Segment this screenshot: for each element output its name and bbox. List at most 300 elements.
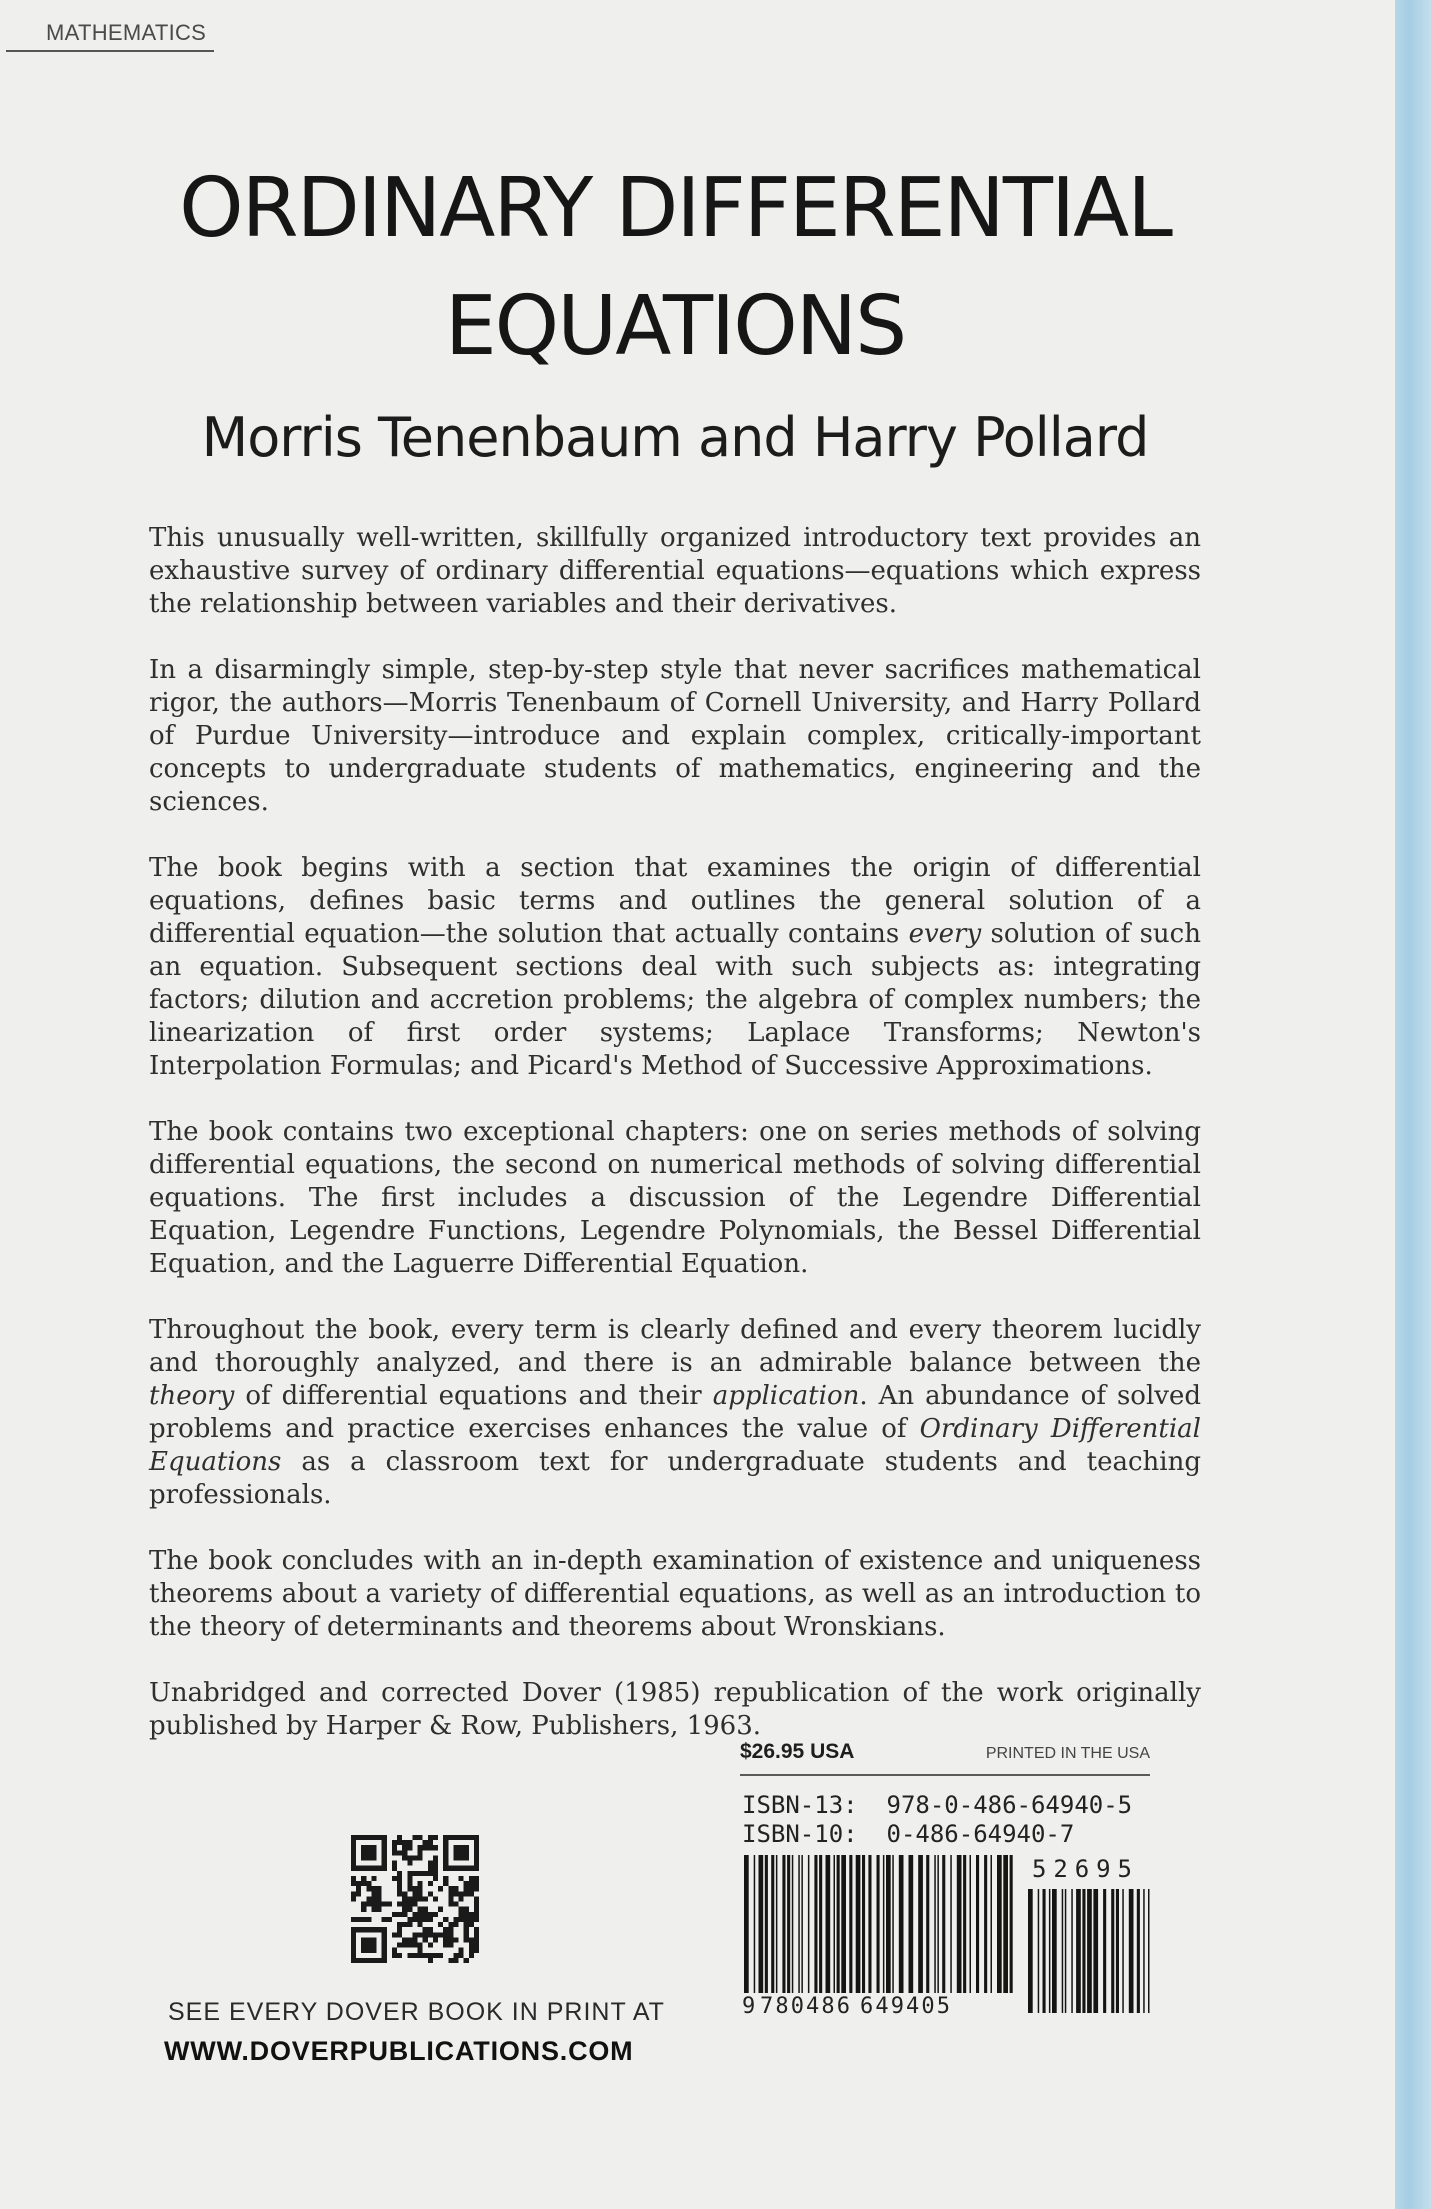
qr-module (433, 1861, 438, 1866)
barcode-bar (957, 1855, 962, 1993)
qr-module (361, 1917, 366, 1922)
barcode-bar (997, 1855, 1002, 1993)
qr-module (418, 1922, 423, 1927)
price-block (740, 1740, 1150, 1776)
qr-module (377, 1907, 382, 1912)
barcode-bar (934, 1855, 936, 1993)
price-rule (740, 1774, 1150, 1776)
qr-module (392, 1845, 397, 1850)
category-rule (6, 50, 214, 52)
barcode-bar (1028, 1889, 1033, 2013)
qr-module (412, 1871, 417, 1876)
barcode-bar (1148, 1889, 1150, 2013)
barcode-bar (926, 1855, 929, 1993)
barcode-bar (899, 1855, 904, 1993)
qr-module (464, 1958, 469, 1963)
qr-module (423, 1845, 428, 1850)
qr-module (418, 1871, 423, 1876)
qr-module (366, 1886, 371, 1891)
barcode-bar (1116, 1889, 1119, 2013)
qr-module (361, 1876, 366, 1881)
qr-module (448, 1886, 453, 1891)
qr-module (474, 1907, 479, 1912)
qr-module (469, 1948, 474, 1953)
qr-module (407, 1845, 412, 1850)
qr-module (387, 1917, 392, 1922)
qr-module (351, 1835, 387, 1840)
qr-module (407, 1917, 412, 1922)
qr-module (377, 1902, 382, 1907)
barcode-bar (1038, 1889, 1040, 2013)
qr-module (448, 1958, 453, 1963)
qr-module (438, 1953, 443, 1958)
qr-module (377, 1891, 382, 1896)
qr-module (412, 1937, 417, 1942)
qr-module (423, 1932, 428, 1937)
qr-module (448, 1932, 453, 1937)
qr-module (438, 1907, 443, 1912)
qr-module (418, 1886, 423, 1891)
qr-module (474, 1876, 479, 1881)
barcode-bar (776, 1855, 778, 1993)
barcode-bar (1062, 1889, 1064, 2013)
barcode-bar (837, 1855, 840, 1993)
qr-module (392, 1840, 397, 1845)
qr-module (474, 1927, 479, 1932)
qr-module (356, 1886, 361, 1891)
qr-module (412, 1917, 417, 1922)
barcode-bar (1082, 1889, 1085, 2013)
title-line-2: EQUATIONS (444, 279, 906, 374)
paragraph-5: Throughout the book, every term is clearly defined and every theorem lucidly and thoroughly analyzed, and there is an admirable balance between the theory of differential equations and their application. An abundance of solved problems and practice exercises enhances the value of Ordinary Differential Equations as a classroom text for undergraduate students and teaching professionals. (149, 1315, 1201, 1510)
qr-module (397, 1912, 402, 1917)
qr-module (423, 1917, 428, 1922)
qr-module (351, 1896, 356, 1901)
qr-module (392, 1953, 397, 1958)
category-label: MATHEMATICS (46, 20, 207, 45)
title-line-1: ORDINARY DIFFERENTIAL (179, 161, 1171, 256)
qr-module (423, 1953, 428, 1958)
qr-module (469, 1922, 474, 1927)
barcode-bar (877, 1855, 880, 1993)
paragraph-2: In a disarmingly simple, step-by-step style that never sacrifices mathematical rigor, the authors—Morris Tenenbaum of Cornell University, and Harry Pollard of Purdue University—introduce and explain complex, critically-important concepts to undergraduate students of mathematics, engineering and the sciences. (149, 655, 1201, 817)
qr-module (443, 1917, 448, 1922)
qr-module (371, 1902, 376, 1907)
qr-module (418, 1948, 423, 1953)
qr-module (371, 1876, 376, 1881)
barcode-bar (937, 1855, 939, 1993)
barcode (740, 1853, 1160, 2017)
qr-module (397, 1881, 402, 1886)
qr-module (428, 1891, 433, 1896)
qr-module (412, 1886, 417, 1891)
barcode-bar (1143, 1889, 1145, 2013)
price: $26.95 USA (740, 1740, 855, 1763)
qr-module (397, 1932, 402, 1937)
qr-module (356, 1881, 361, 1886)
qr-module (402, 1922, 407, 1927)
qr-module (412, 1932, 417, 1937)
isbn-10: ISBN-10: 0-486-64940-7 (742, 1820, 1075, 1848)
qr-module (361, 1907, 366, 1912)
qr-module (448, 1937, 453, 1942)
qr-module (428, 1881, 433, 1886)
qr-module (351, 1917, 356, 1922)
qr-module (443, 1943, 448, 1948)
barcode-bar (801, 1855, 803, 1993)
qr-code (351, 1835, 479, 1963)
qr-module (474, 1896, 479, 1901)
qr-module (397, 1922, 402, 1927)
qr-module (407, 1881, 412, 1886)
qr-module (402, 1891, 407, 1896)
barcode-bar (1137, 1889, 1140, 2013)
qr-module (469, 1881, 474, 1886)
barcode-bar (918, 1855, 923, 1993)
qr-module (474, 1948, 479, 1953)
qr-module (453, 1953, 458, 1958)
qr-module (459, 1953, 464, 1958)
qr-module (428, 1840, 433, 1845)
barcode-bar (892, 1855, 894, 1993)
barcode-bar (1103, 1889, 1106, 2013)
barcode-bar (792, 1855, 794, 1993)
qr-module (428, 1871, 433, 1876)
qr-module (382, 1917, 387, 1922)
qr-module (418, 1943, 423, 1948)
qr-module (443, 1927, 448, 1932)
qr-module (428, 1953, 433, 1958)
barcode-bar (841, 1855, 846, 1993)
qr-module (423, 1907, 428, 1912)
qr-module (469, 1917, 474, 1922)
qr-module (453, 1845, 468, 1860)
qr-module (453, 1886, 458, 1891)
qr-module (397, 1953, 402, 1958)
qr-module (397, 1840, 402, 1845)
qr-module (433, 1855, 438, 1860)
qr-module (423, 1912, 428, 1917)
qr-module (443, 1876, 448, 1881)
qr-module (428, 1912, 433, 1917)
qr-module (459, 1891, 464, 1896)
see-every-text: SEE EVERY DOVER BOOK IN PRINT AT (168, 1998, 665, 2026)
qr-module (366, 1917, 371, 1922)
qr-module (433, 1953, 438, 1958)
qr-module (412, 1891, 417, 1896)
qr-module (418, 1907, 423, 1912)
qr-module (448, 1943, 453, 1948)
qr-module (402, 1937, 407, 1942)
qr-module (418, 1845, 423, 1850)
qr-module (397, 1876, 402, 1881)
barcode-bar (1087, 1889, 1092, 2013)
qr-module (464, 1927, 469, 1932)
barcode-bar (1010, 1855, 1013, 1993)
qr-module (366, 1896, 371, 1901)
qr-module (402, 1896, 407, 1901)
qr-module (407, 1937, 412, 1942)
barcode-bar (808, 1855, 810, 1993)
qr-module (402, 1840, 407, 1845)
qr-module (361, 1902, 366, 1907)
qr-module (387, 1902, 392, 1907)
qr-module (464, 1886, 469, 1891)
qr-module (382, 1835, 387, 1871)
qr-module (428, 1927, 433, 1932)
barcode-bar (814, 1855, 817, 1993)
qr-module (392, 1850, 397, 1855)
qr-module (474, 1886, 479, 1891)
qr-module (443, 1866, 479, 1871)
qr-module (428, 1932, 433, 1937)
qr-module (351, 1927, 387, 1932)
qr-module (418, 1850, 423, 1855)
qr-module (402, 1907, 407, 1912)
qr-module (453, 1937, 458, 1942)
qr-module (402, 1943, 407, 1948)
qr-module (412, 1855, 417, 1860)
qr-module (407, 1861, 412, 1866)
qr-module (412, 1835, 417, 1840)
barcode-bar (1071, 1889, 1073, 2013)
barcode-bar (862, 1855, 865, 1993)
qr-module (418, 1881, 423, 1886)
qr-module (418, 1835, 423, 1840)
paragraph-4: The book contains two exceptional chapters: one on series methods of solving differential equations, the second on numerical methods of solving differential equations. The first includes a discussion of the Legendre Differential Equation, Legendre Functions, Legendre Polynomials, the Bessel Differential Equation, and the Laguerre Differential Equation. (149, 1117, 1201, 1279)
qr-module (433, 1845, 438, 1850)
qr-module (453, 1958, 458, 1963)
qr-module (459, 1896, 464, 1901)
barcode-bar (798, 1855, 800, 1993)
qr-module (433, 1835, 438, 1840)
barcode-addon-bars (1028, 1889, 1150, 2013)
qr-module (459, 1948, 464, 1953)
qr-module (433, 1876, 438, 1881)
barcode-bar (1043, 1889, 1046, 2013)
barcode-bar (782, 1855, 785, 1993)
qr-module (407, 1871, 412, 1876)
qr-module (418, 1912, 423, 1917)
qr-module (459, 1876, 464, 1881)
qr-module (474, 1917, 479, 1922)
qr-module (407, 1922, 412, 1927)
qr-module (428, 1866, 433, 1871)
qr-module (438, 1886, 443, 1891)
qr-module (428, 1943, 433, 1948)
qr-module (459, 1912, 464, 1917)
qr-module (351, 1891, 356, 1896)
qr-module (371, 1891, 376, 1896)
book-title (60, 150, 1290, 386)
qr-module (392, 1866, 397, 1871)
qr-module (397, 1871, 402, 1876)
barcode-digits-right: 649405 (860, 1994, 950, 2017)
qr-module (423, 1896, 428, 1901)
qr-module (412, 1953, 417, 1958)
barcode-bar (883, 1855, 885, 1993)
barcode-bar (1052, 1889, 1057, 2013)
barcode-bar (1076, 1889, 1081, 2013)
qr-module (448, 1927, 453, 1932)
qr-module (356, 1891, 361, 1896)
qr-module (423, 1871, 428, 1876)
qr-module (448, 1891, 453, 1896)
qr-module (433, 1912, 438, 1917)
qr-module (423, 1937, 428, 1942)
qr-module (407, 1886, 412, 1891)
barcode-bar (754, 1855, 756, 1993)
barcode-bar (826, 1855, 831, 1993)
qr-module (351, 1876, 356, 1881)
qr-module (397, 1850, 402, 1855)
qr-module (469, 1886, 474, 1891)
qr-module (382, 1902, 387, 1907)
barcode-bar (1049, 1889, 1051, 2013)
qr-module (412, 1896, 417, 1901)
qr-module (397, 1891, 402, 1896)
description (149, 522, 1201, 1743)
qr-module (407, 1902, 412, 1907)
qr-module (397, 1835, 402, 1840)
qr-module (469, 1912, 474, 1917)
barcode-bar (771, 1855, 774, 1993)
qr-module (407, 1840, 412, 1845)
qr-module (474, 1881, 479, 1886)
website-link[interactable]: WWW.DOVERPUBLICATIONS.COM (164, 2036, 634, 2066)
barcode-bar (759, 1855, 764, 1993)
qr-module (392, 1912, 397, 1917)
qr-module (412, 1912, 417, 1917)
qr-module (402, 1850, 407, 1855)
qr-module (418, 1953, 423, 1958)
qr-module (464, 1922, 469, 1927)
barcode-bar (886, 1855, 891, 1993)
barcode-digits-left: 780486 (760, 1994, 850, 2017)
qr-module (351, 1958, 387, 1963)
qr-module (371, 1907, 376, 1912)
authors: Morris Tenenbaum and Harry Pollard (201, 406, 1149, 469)
spine-edge (1395, 0, 1431, 2209)
qr-module (443, 1932, 448, 1937)
qr-module (438, 1932, 443, 1937)
qr-module (361, 1845, 376, 1860)
qr-module (428, 1845, 433, 1850)
qr-module (474, 1937, 479, 1942)
barcode-bar (942, 1855, 945, 1993)
qr-module (397, 1927, 402, 1932)
qr-module (356, 1917, 361, 1922)
qr-module (392, 1861, 397, 1866)
barcode-bar (1003, 1855, 1008, 1993)
barcode-bar (963, 1855, 966, 1993)
barcode-bar (834, 1855, 836, 1993)
isbn-13: ISBN-13: 978-0-486-64940-5 (742, 1791, 1133, 1819)
qr-module (351, 1881, 356, 1886)
qr-module (433, 1871, 438, 1876)
qr-module (443, 1835, 479, 1840)
qr-module (433, 1866, 438, 1871)
qr-module (464, 1907, 469, 1912)
qr-module (453, 1917, 458, 1922)
qr-module (428, 1835, 433, 1840)
qr-module (407, 1943, 412, 1948)
qr-module (433, 1937, 438, 1942)
barcode-bar (849, 1855, 852, 1993)
qr-module (448, 1902, 453, 1907)
qr-module (448, 1896, 453, 1901)
paragraph-6: The book concludes with an in-depth examination of existence and uniqueness theorems about a variety of differential equations, as well as an introduction to the theory of determinants and theorems about Wronskians. (149, 1546, 1201, 1642)
qr-module (464, 1891, 469, 1896)
qr-module (423, 1927, 428, 1932)
qr-module (443, 1937, 448, 1942)
qr-module (464, 1932, 469, 1937)
qr-module (392, 1876, 397, 1881)
barcode-bar (909, 1855, 914, 1993)
qr-module (448, 1922, 453, 1927)
qr-module (402, 1912, 407, 1917)
qr-module (377, 1886, 382, 1891)
qr-module (474, 1912, 479, 1917)
qr-module (443, 1835, 448, 1871)
qr-module (397, 1902, 402, 1907)
qr-module (423, 1840, 428, 1845)
barcode-bar (744, 1855, 749, 1993)
qr-module (407, 1953, 412, 1958)
qr-module (418, 1891, 423, 1896)
qr-module (428, 1917, 433, 1922)
qr-module (464, 1881, 469, 1886)
qr-module (407, 1896, 412, 1901)
barcode-bar (856, 1855, 861, 1993)
qr-module (371, 1896, 376, 1901)
qr-module (402, 1902, 407, 1907)
qr-module (428, 1958, 433, 1963)
qr-module (433, 1932, 438, 1937)
paragraph-3: The book begins with a section that examines the origin of differential equations, defines basic terms and outlines the general solution of a differential equation—the solution that actually contains every solution of such an equation. Subsequent sections deal with such subjects as: integrating factors; dilution and accretion problems; the algebra of complex numbers; the linearization of first order systems; Laplace Transforms; Newton's Interpolation Formulas; and Picard's Method of Successive Approximations. (149, 853, 1201, 1081)
barcode-bar (765, 1855, 768, 1993)
qr-module (351, 1835, 356, 1871)
qr-module (474, 1902, 479, 1907)
qr-module (351, 1927, 356, 1963)
qr-module (474, 1835, 479, 1871)
qr-module (392, 1948, 397, 1953)
qr-module (459, 1917, 464, 1922)
barcode-bar (1111, 1889, 1114, 2013)
qr-module (459, 1907, 464, 1912)
barcode-bar (819, 1855, 822, 1993)
barcode-bar (1129, 1889, 1134, 2013)
barcode-addon-digits: 52695 (1032, 1855, 1132, 1883)
paragraph-1: This unusually well-written, skillfully organized introductory text provides an exhaustive survey of ordinary differential equations—equations which express the relationship between variables and their derivatives. (149, 523, 1201, 619)
paragraph-7: Unabridged and corrected Dover (1985) republication of the work originally published by Harper & Row, Publishers, 1963. (149, 1678, 1201, 1741)
qr-module (377, 1896, 382, 1901)
qr-module (453, 1891, 458, 1896)
barcode-bar (984, 1855, 987, 1993)
barcode-bar (991, 1855, 993, 1993)
barcode-bar (787, 1855, 790, 1993)
qr-module (464, 1937, 469, 1942)
qr-module (418, 1855, 423, 1860)
qr-module (418, 1932, 423, 1937)
qr-module (433, 1896, 438, 1901)
barcode-main-bars (744, 1855, 1013, 1993)
qr-module (469, 1937, 474, 1942)
qr-module (371, 1886, 376, 1891)
qr-module (392, 1932, 397, 1937)
qr-module (469, 1943, 474, 1948)
qr-module (361, 1937, 376, 1952)
